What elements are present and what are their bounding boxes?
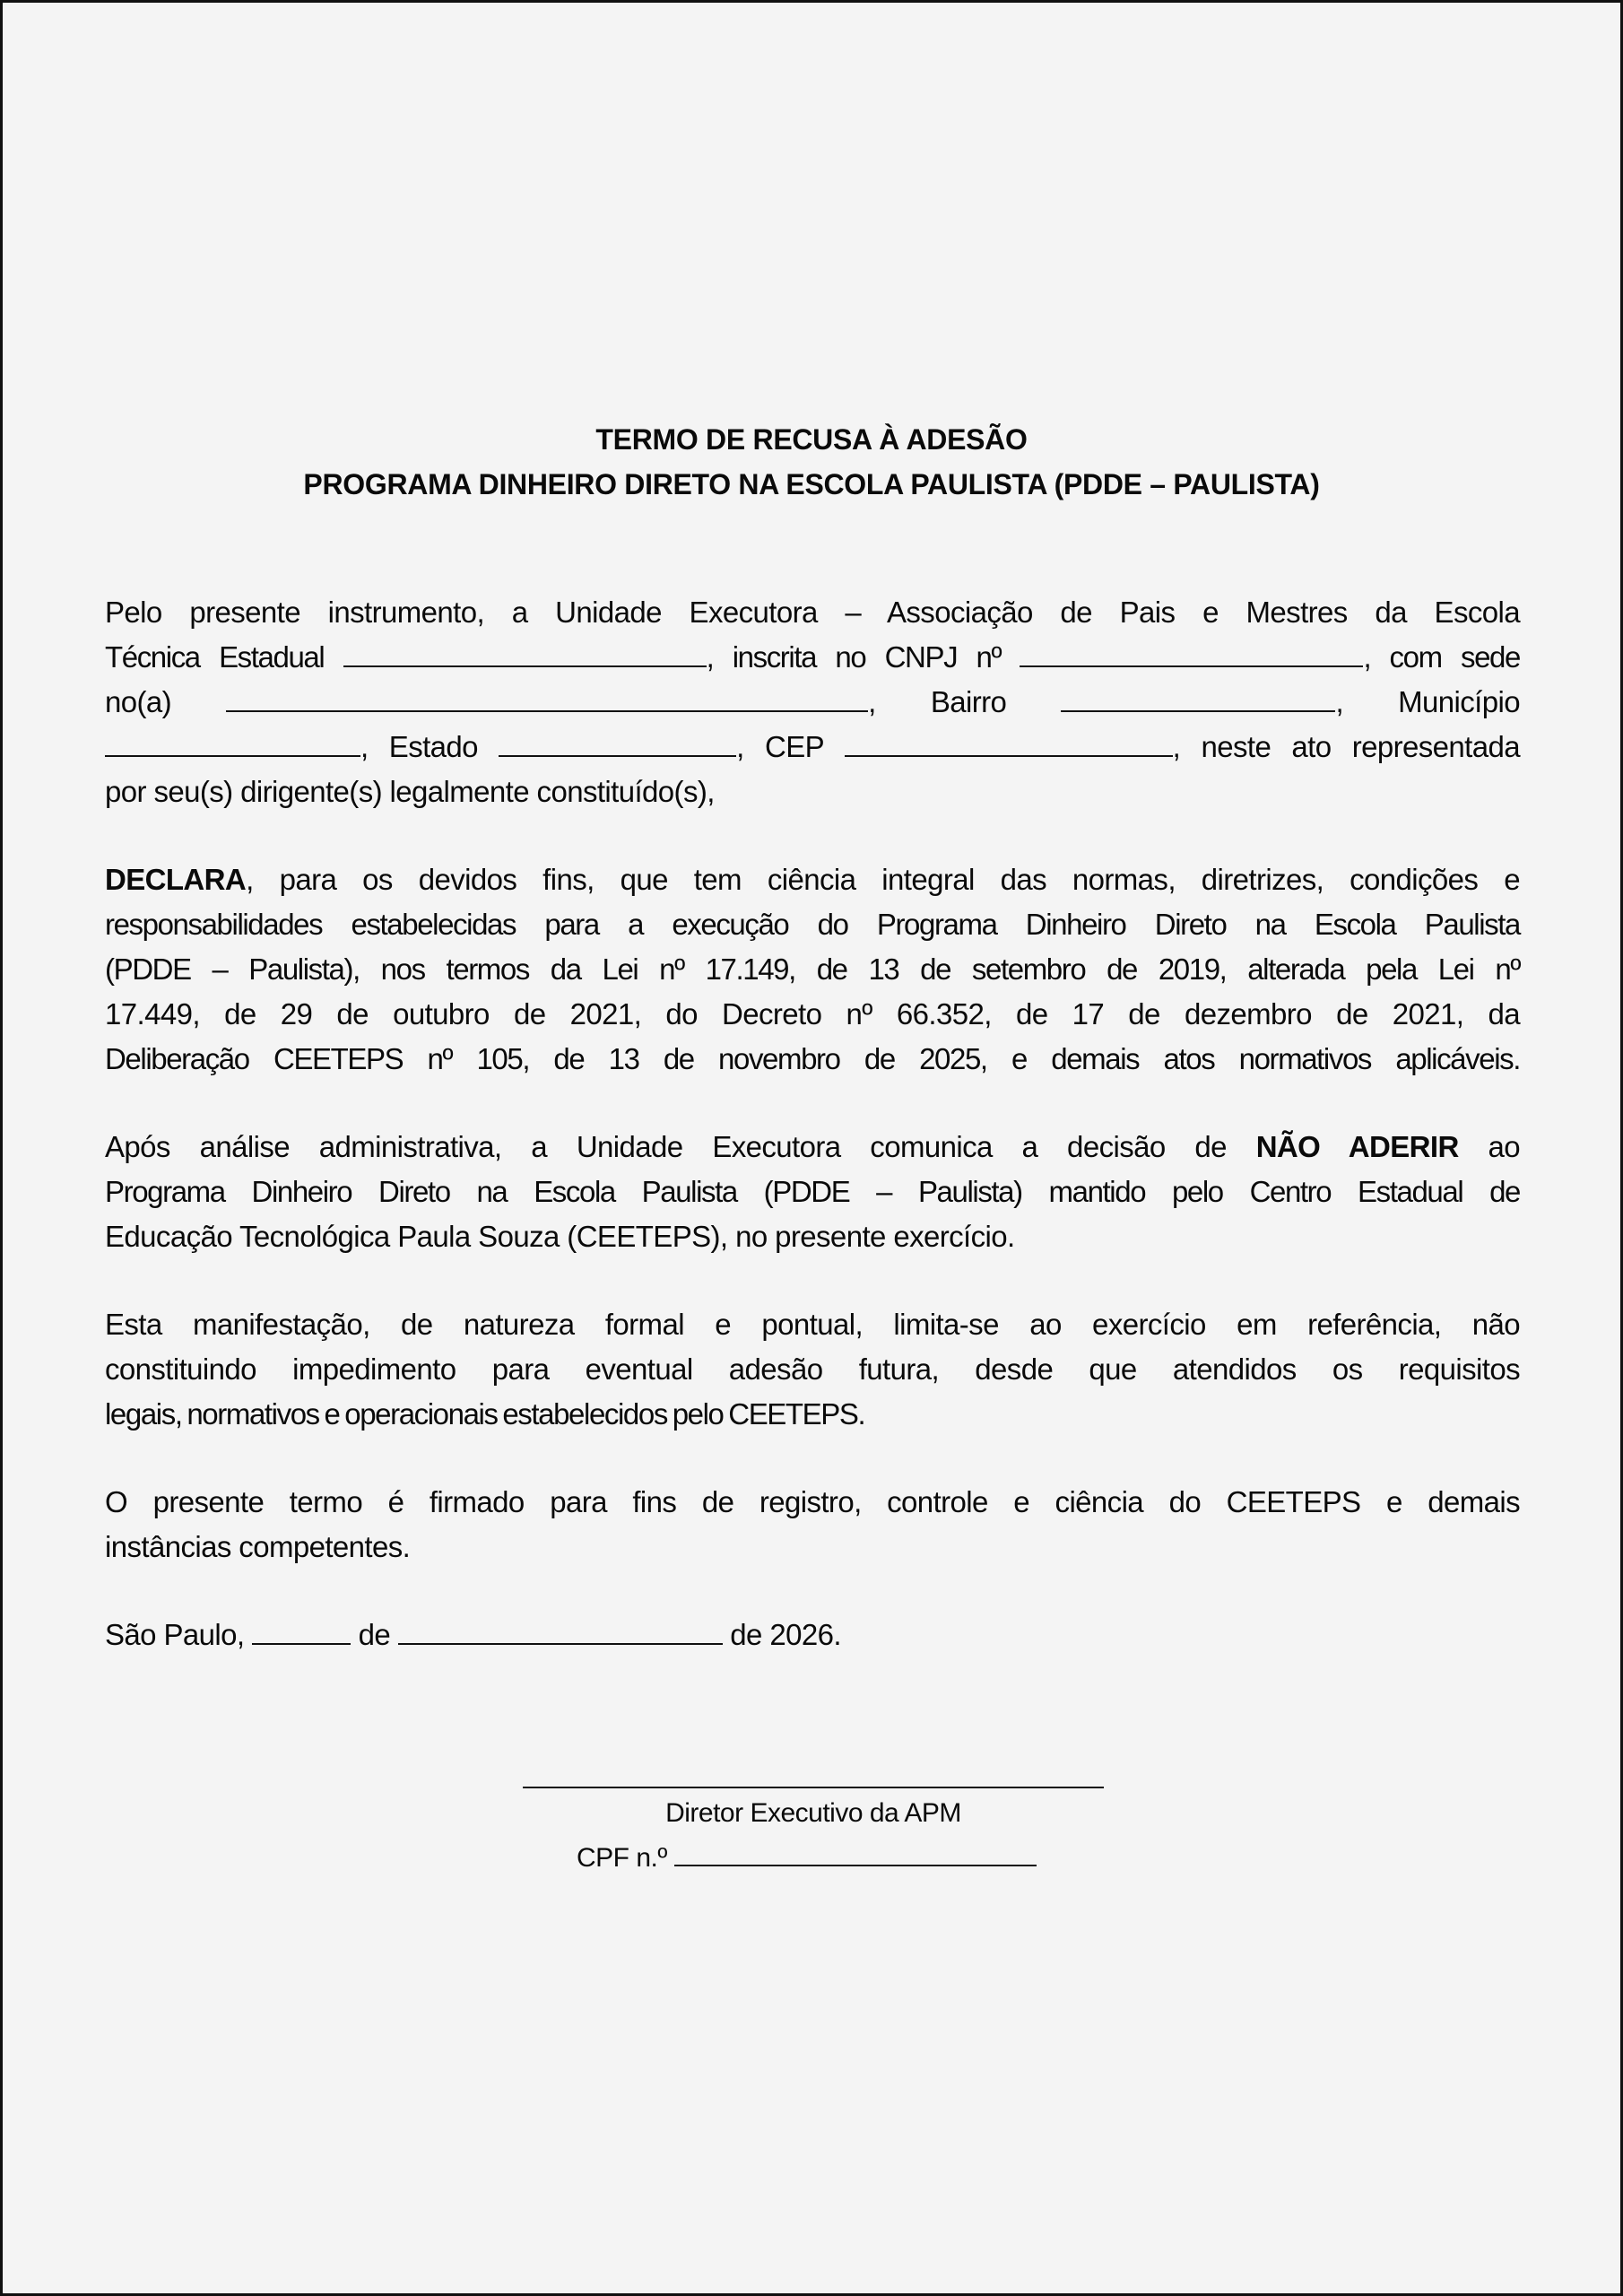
cpf-label: CPF n.º <box>577 1843 667 1873</box>
label-municipio: Município <box>1398 685 1520 718</box>
label-sede: , com sede <box>1363 640 1520 674</box>
nao-aderir-bold: NÃO ADERIR <box>1255 1130 1459 1163</box>
escola-name-blank[interactable] <box>343 642 707 667</box>
estado-blank[interactable] <box>499 732 736 757</box>
text-line: Programa Dinheiro Direto na Escola Paulista (PDDE – Paulista) mantido pelo Centro Estadual de <box>105 1175 1520 1208</box>
signature-line[interactable] <box>523 1787 1104 1788</box>
month-blank[interactable] <box>398 1620 723 1645</box>
date-line <box>105 1618 1520 1652</box>
text-span: ao <box>1488 1130 1521 1163</box>
signature-role: Diretor Executivo da APM <box>665 1798 961 1828</box>
text-line: Educação Tecnológica Paula Souza (CEETEPS), no presente exercício. <box>105 1220 1015 1253</box>
label-representada: , neste ato representada <box>1172 730 1520 763</box>
document-subtitle: PROGRAMA DINHEIRO DIRETO NA ESCOLA PAULISTA (PDDE – PAULISTA) <box>303 468 1320 500</box>
text-line: responsabilidades estabelecidas para a execução do Programa Dinheiro Direto na Escola Paulista <box>105 908 1520 941</box>
text-span: , para os devidos fins, que tem ciência integral das normas, diretrizes, condições e <box>246 863 1520 896</box>
bairro-blank[interactable] <box>1061 687 1335 712</box>
text-line <box>105 1130 1520 1164</box>
text-line <box>105 685 1520 719</box>
label-cep: , CEP <box>736 730 824 763</box>
text-line: 17.449, de 29 de outubro de 2021, do Decreto nº 66.352, de 17 de dezembro de 2021, da <box>105 997 1520 1031</box>
endereco-blank[interactable] <box>226 687 868 712</box>
city-label: São Paulo, <box>105 1618 245 1651</box>
text-line <box>105 730 1520 764</box>
text-line: legais, normativos e operacionais estabelecidos pelo CEETEPS. <box>105 1397 865 1431</box>
cnpj-blank[interactable] <box>1020 642 1363 667</box>
text-line: O presente termo é firmado para fins de registro, controle e ciência do CEETEPS e demais <box>105 1485 1520 1518</box>
label-endereco: no(a) <box>105 685 172 718</box>
cpf-blank[interactable] <box>674 1843 1037 1866</box>
declara-bold: DECLARA <box>105 863 247 896</box>
municipio-blank[interactable] <box>105 732 360 757</box>
text-line: (PDDE – Paulista), nos termos da Lei nº 17.149, de 13 de setembro de 2019, alterada pela Lei nº <box>105 952 1520 986</box>
day-blank[interactable] <box>252 1620 351 1645</box>
text-line: por seu(s) dirigente(s) legalmente constituído(s), <box>105 775 715 808</box>
comma: , <box>1335 685 1344 718</box>
cep-blank[interactable] <box>845 732 1173 757</box>
text-line: constituindo impedimento para eventual adesão futura, desde que atendidos os requisitos <box>105 1352 1520 1386</box>
text-line: Pelo presente instrumento, a Unidade Executora – Associação de Pais e Mestres da Escola <box>105 596 1520 629</box>
text-line: Esta manifestação, de natureza formal e pontual, limita-se ao exercício em referência, não <box>105 1308 1520 1341</box>
de-label: de <box>358 1618 391 1651</box>
text-line: instâncias competentes. <box>105 1530 411 1563</box>
year-label: de 2026. <box>730 1618 841 1651</box>
cpf-line <box>577 1843 1037 1874</box>
text-line <box>105 863 1520 897</box>
comma: , <box>868 685 876 718</box>
text-line <box>105 640 1520 674</box>
label-cnpj: , inscrita no CNPJ nº <box>706 640 1002 674</box>
label-bairro: Bairro <box>930 685 1007 718</box>
label-escola: Técnica Estadual <box>105 640 325 674</box>
label-estado: , Estado <box>360 730 478 763</box>
text-line: Deliberação CEETEPS nº 105, de 13 de novembro de 2025, e demais atos normativos aplicáveis. <box>105 1042 1520 1075</box>
text-span: Após análise administrativa, a Unidade Executora comunica a decisão de <box>105 1130 1227 1163</box>
document-title: TERMO DE RECUSA À ADESÃO <box>595 423 1028 456</box>
